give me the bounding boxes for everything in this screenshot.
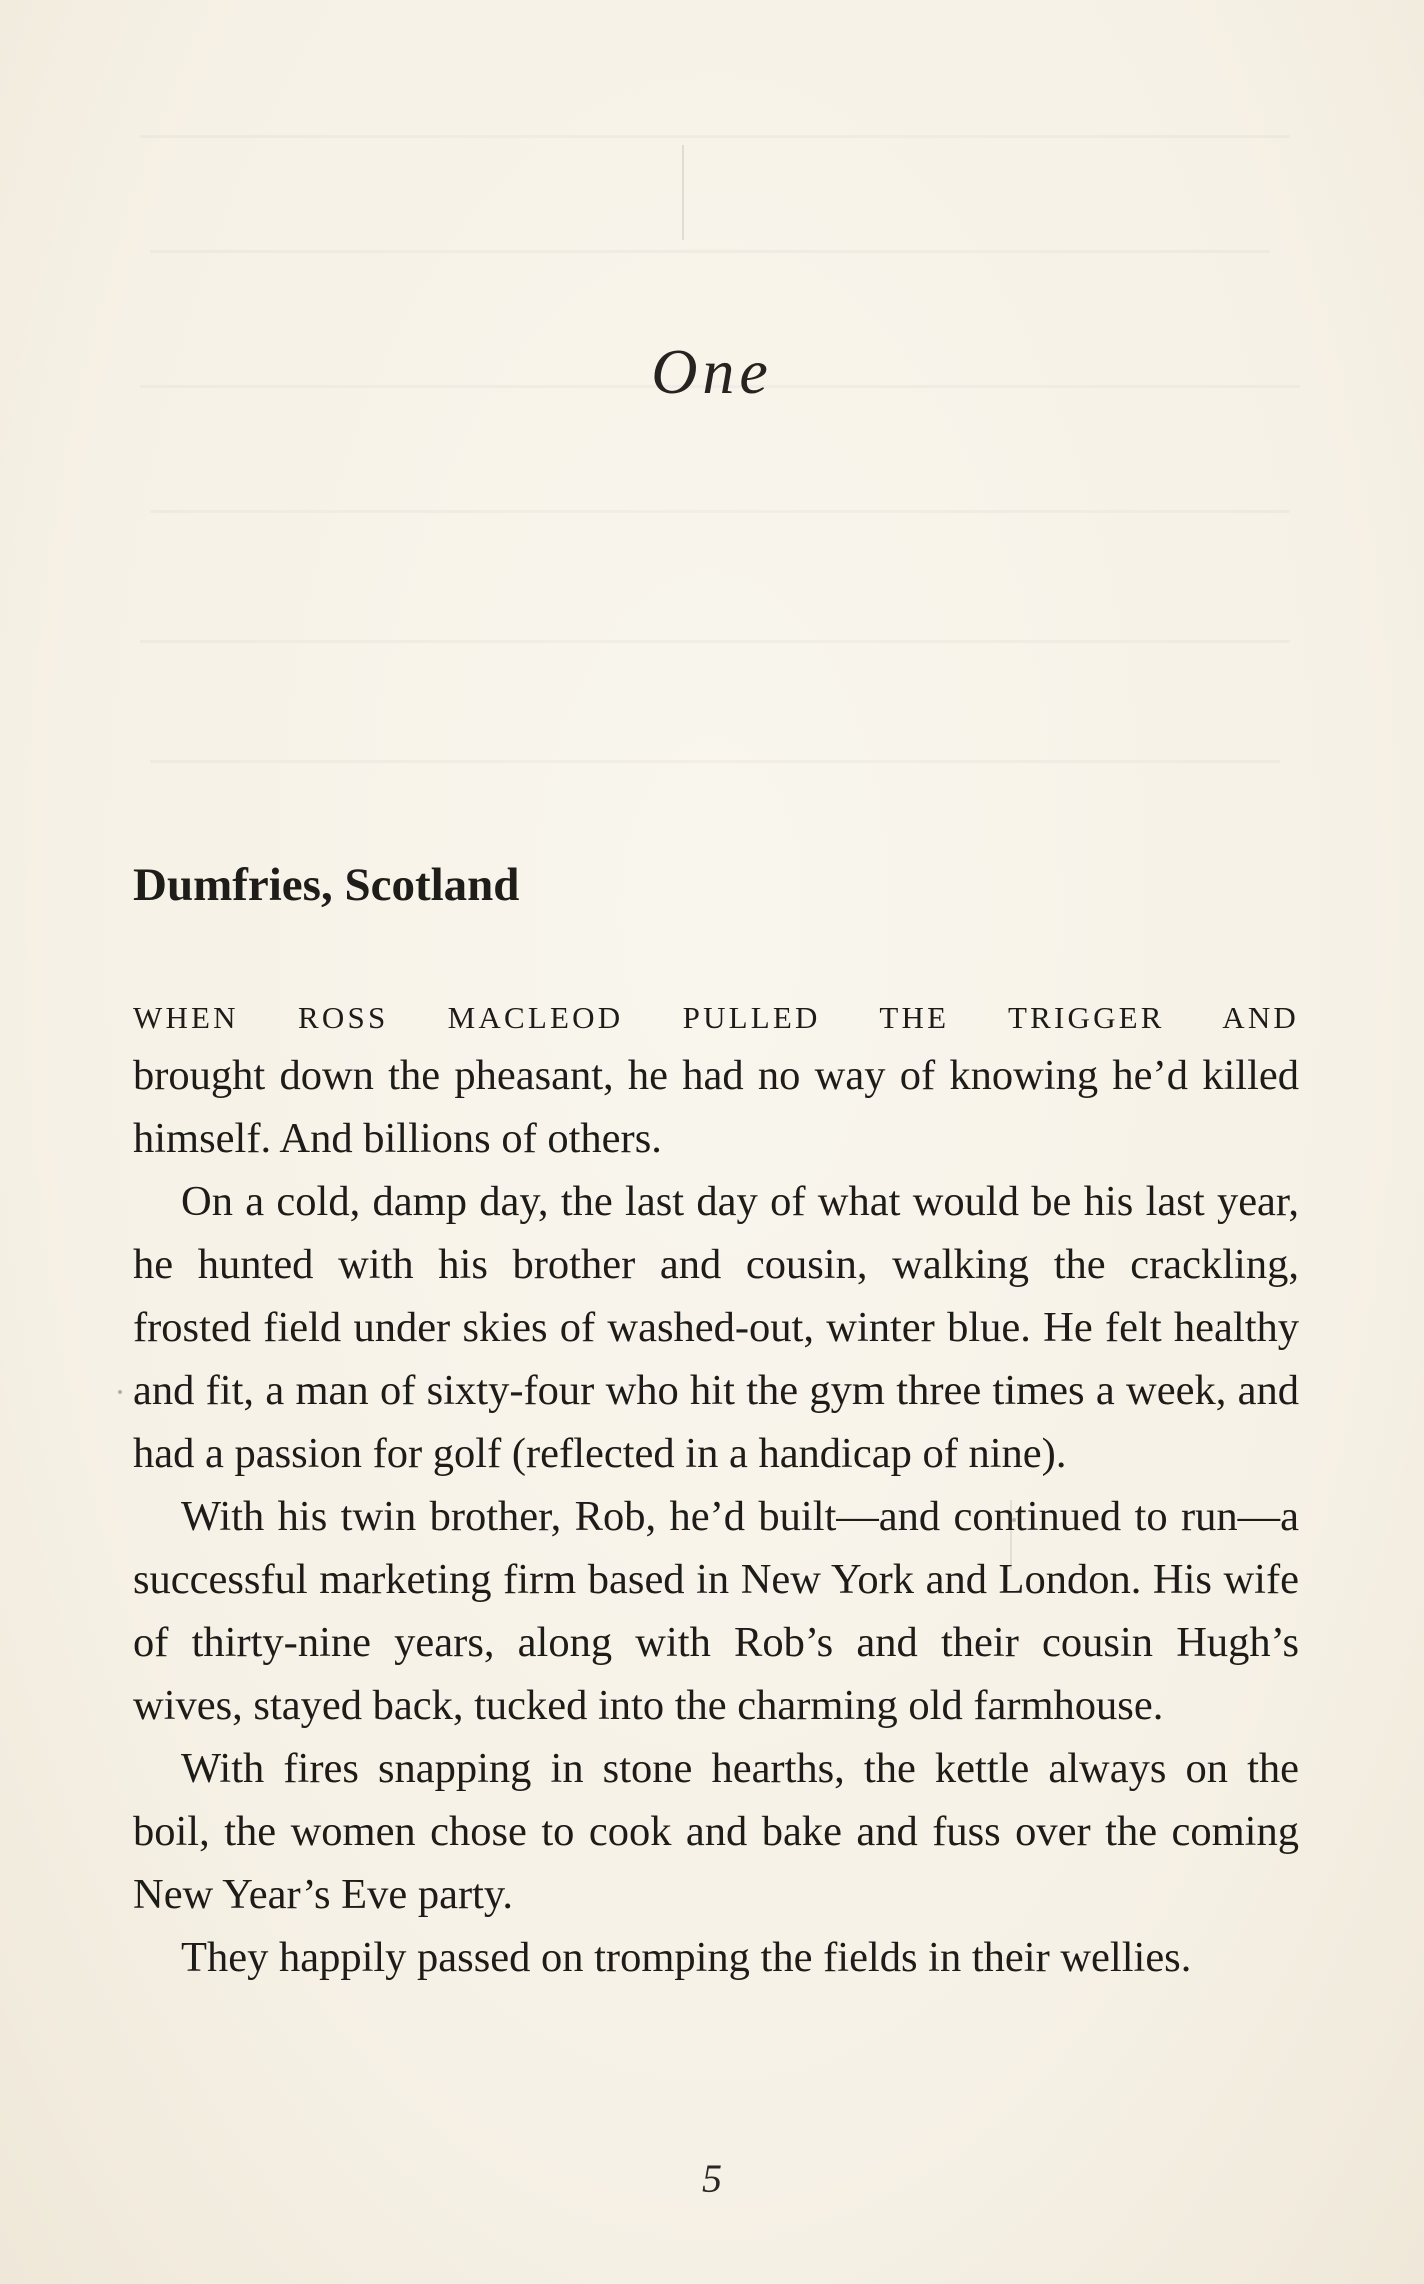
paragraph (133, 992, 1299, 1170)
scan-mark (682, 145, 684, 240)
show-through-line (150, 760, 1280, 763)
show-through-line (140, 640, 1290, 643)
small-caps-lead-in: WHEN ROSS MACLEOD PULLED THE TRIGGER AND (133, 1000, 1299, 1035)
paragraph-text: brought down the pheasant, he had no way of knowing he’d killed himself. And billions of others. (133, 1052, 1299, 1162)
show-through-line (150, 510, 1290, 513)
paragraph: With fires snapping in stone hearths, the kettle always on the boil, the women chose to cook and bake and fuss over the coming New Year’s Eve party. (133, 1745, 1299, 1918)
chapter-title: One (651, 336, 773, 407)
show-through-line (140, 135, 1290, 138)
chapter-location-heading: Dumfries, Scotland (133, 859, 520, 911)
page-number: 5 (702, 2156, 722, 2201)
paragraph: On a cold, damp day, the last day of what would be his last year, he hunted with his brother and cousin, walking the crackling, frosted field under skies of washed-out, winter blue. He felt healthy and fit, a man of sixty-four who hit the gym three times a week, and had a passion for golf (reflected in a handicap of nine). (133, 1178, 1299, 1477)
paragraph: They happily passed on tromping the fields in their wellies. (181, 1934, 1192, 1981)
paragraph: With his twin brother, Rob, he’d built—and continued to run—a successful marketing firm based in New York and London. His wife of thirty-nine years, along with Rob’s and their cousin Hugh’s wives, stayed back, tucked into the charming old farmhouse. (133, 1493, 1299, 1729)
scan-speck (118, 1390, 122, 1394)
chapter-body (133, 992, 1299, 1989)
show-through-line (150, 250, 1270, 253)
